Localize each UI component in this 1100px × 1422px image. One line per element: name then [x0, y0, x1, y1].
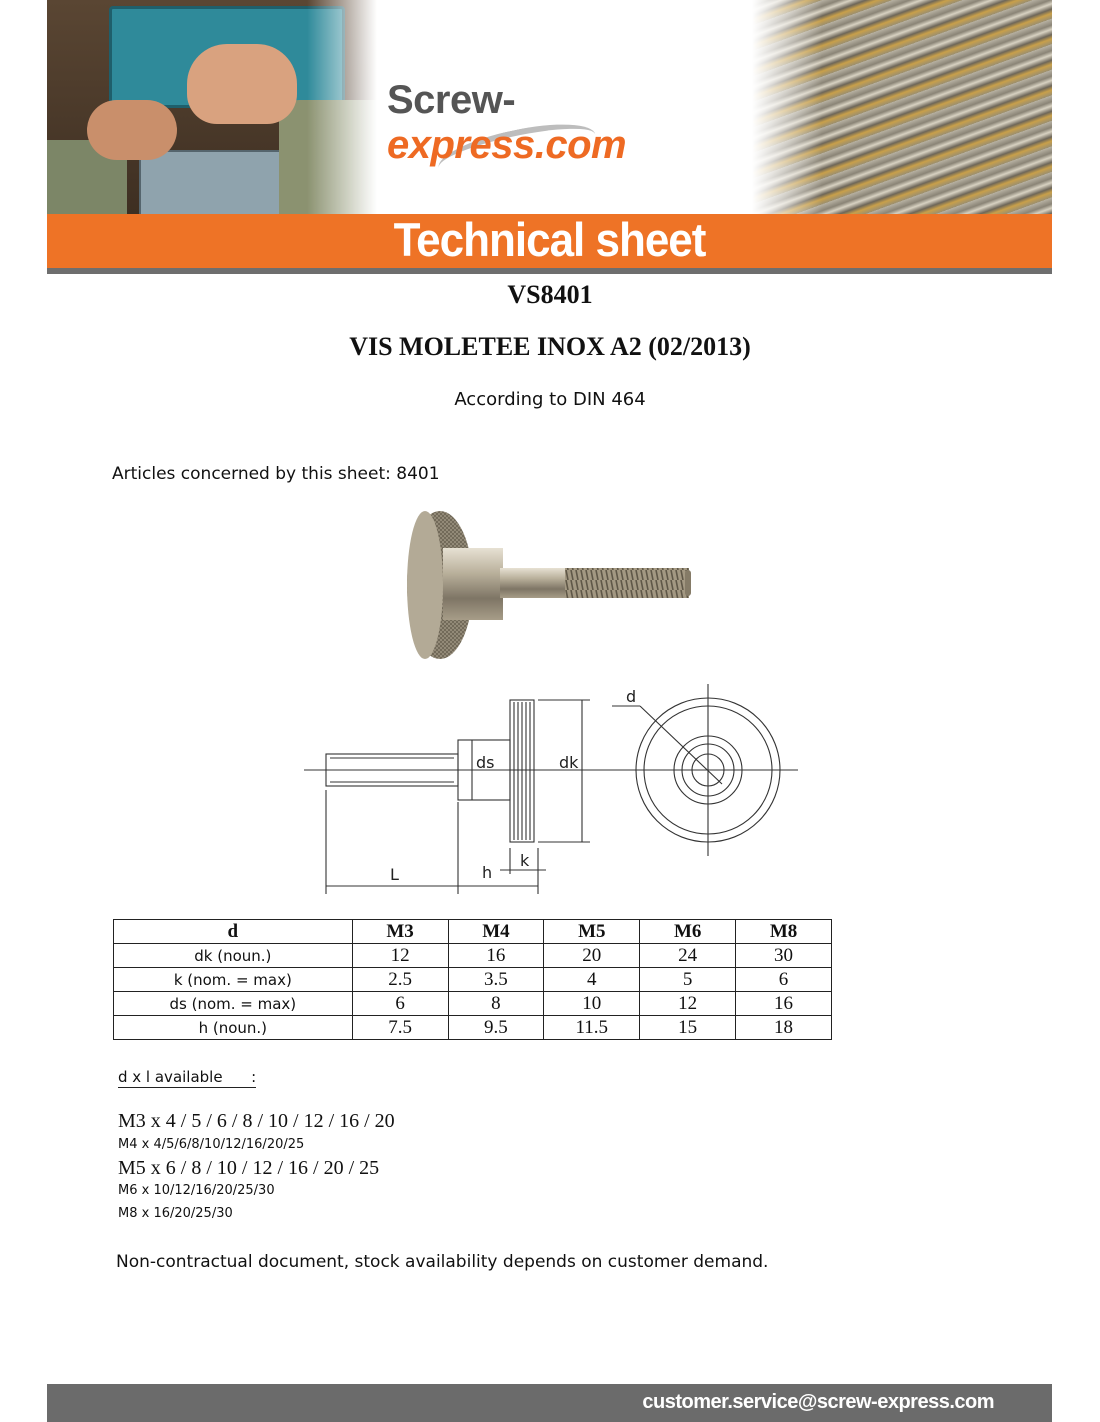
availability-heading: d x l available : — [118, 1068, 257, 1086]
banner-title: Technical sheet — [393, 214, 706, 267]
product-name: VIS MOLETEE INOX A2 (02/2013) — [349, 332, 751, 361]
table-header: M3 — [352, 920, 448, 944]
brand-logo: Screw-express.com — [387, 78, 627, 167]
title-bar — [47, 214, 1052, 268]
table-header: M5 — [544, 920, 640, 944]
standard-reference: According to DIN 464 — [454, 389, 646, 410]
table-cell: 16 — [448, 944, 544, 968]
drawing-label-L: L — [390, 865, 399, 884]
drawing-label-dk: dk — [559, 753, 579, 772]
drawing-label-d: d — [626, 687, 637, 706]
table-cell: 4 — [544, 968, 640, 992]
table-header: M4 — [448, 920, 544, 944]
table-cell: 2.5 — [352, 968, 448, 992]
drawing-label-k: k — [520, 851, 530, 870]
header-banner — [47, 0, 1052, 214]
title-underline — [47, 268, 1052, 274]
tools-photo — [47, 0, 377, 214]
drawing-label-ds: ds — [476, 753, 495, 772]
table-cell: 11.5 — [544, 1016, 640, 1040]
table-row — [114, 968, 832, 992]
articles-concerned: Articles concerned by this sheet: 8401 — [112, 464, 440, 484]
table-cell: 9.5 — [448, 1016, 544, 1040]
screws-photo — [752, 0, 1052, 214]
dimensions-table — [113, 919, 832, 1040]
table-header: d — [114, 920, 353, 944]
table-cell: 3.5 — [448, 968, 544, 992]
table-cell: 30 — [736, 944, 832, 968]
table-cell: 12 — [352, 944, 448, 968]
availability-line-m5: M5 x 6 / 8 / 10 / 12 / 16 / 20 / 25 — [118, 1157, 380, 1179]
table-row — [114, 992, 832, 1016]
table-cell: 15 — [640, 1016, 736, 1040]
table-cell: 18 — [736, 1016, 832, 1040]
table-cell: 5 — [640, 968, 736, 992]
drawing-label-h: h — [482, 863, 493, 882]
customer-service-email[interactable]: customer.service@screw-express.com — [642, 1391, 994, 1413]
technical-drawing — [300, 680, 810, 900]
table-cell: 16 — [736, 992, 832, 1016]
availability-line-m8: M8 x 16/20/25/30 — [118, 1206, 233, 1221]
product-reference: VS8401 — [507, 280, 593, 309]
table-header-row — [114, 920, 832, 944]
row-label: dk (noun.) — [114, 944, 353, 968]
table-cell: 7.5 — [352, 1016, 448, 1040]
availability-line-m3: M3 x 4 / 5 / 6 / 8 / 10 / 12 / 16 / 20 — [118, 1110, 395, 1132]
table-header: M6 — [640, 920, 736, 944]
table-header: M8 — [736, 920, 832, 944]
table-row — [114, 1016, 832, 1040]
availability-line-m6: M6 x 10/12/16/20/25/30 — [118, 1183, 275, 1198]
table-cell: 8 — [448, 992, 544, 1016]
row-label: ds (nom. = max) — [114, 992, 353, 1016]
disclaimer-text: Non-contractual document, stock availability depends on customer demand. — [116, 1252, 769, 1272]
row-label: k (nom. = max) — [114, 968, 353, 992]
footer-bar — [47, 1384, 1052, 1422]
table-cell: 6 — [352, 992, 448, 1016]
table-cell: 12 — [640, 992, 736, 1016]
table-row — [114, 944, 832, 968]
knurled-screw-photo — [395, 500, 705, 670]
availability-line-m4: M4 x 4/5/6/8/10/12/16/20/25 — [118, 1137, 305, 1152]
table-cell: 24 — [640, 944, 736, 968]
row-label: h (noun.) — [114, 1016, 353, 1040]
table-cell: 20 — [544, 944, 640, 968]
table-cell: 6 — [736, 968, 832, 992]
table-cell: 10 — [544, 992, 640, 1016]
